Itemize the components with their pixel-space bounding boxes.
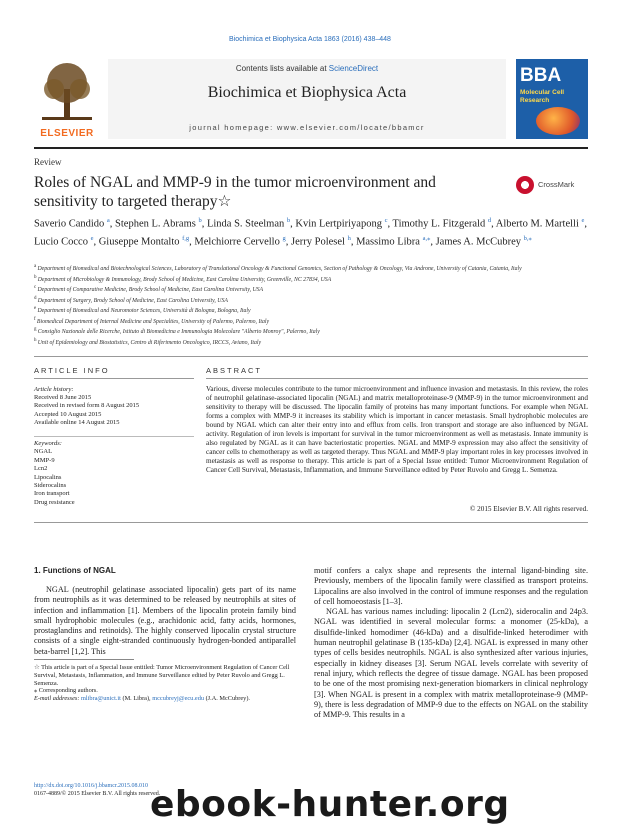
author-name[interactable]: Linda S. Steelman	[206, 218, 287, 230]
keyword: Lcn2	[34, 465, 48, 473]
journal-header	[34, 59, 588, 139]
article-type: Review	[34, 157, 62, 167]
affiliation-marker: g	[34, 327, 38, 333]
email-link[interactable]: mlibra@unict.it	[81, 695, 121, 703]
article-info-heading: ARTICLE INFO	[34, 366, 110, 375]
abstract-text: Various, diverse molecules contribute to the tumor microenvironment and influence invasion and metastasis. In this review, the roles of neutrophil gelatinase-associated lipocalin (NGAL) and matrix metalloproteinase-9 (MMP-9) in the tumor microenvironment and sensitivity to therapy will be discussed. The lipocalin family of proteins has many important functions. For example when NGAL forms a complex with MMP-9 it increases its stability which is important in cancer metastasis. Small hydrophobic molecules are bound by NGAL which can alter their entry into and efflux from cells. Iron transport and storage are also influenced by NGAL activity. Regulation of iron levels is important for survival in the tumor microenvironment as well as metastasis. Innate immunity is also regulated by NGAL as it can have bacteriostatic properties. NGAL and MMP-9 expression may also affect the sensitivity of cancer cells to chemotherapy as well as targeted therapy. Thus NGAL and MMP-9 play important roles in key processes involved in metastasis as well as response to therapy. This article is part of a Special Issue entitled: Tumor Microenvironment Regulation of Cancer Cell Survival, Metastasis, Inflammation, and Immune Surveillance edited by Peter Ruvolo and Gregg L. Semenza.	[206, 385, 588, 474]
affiliation-marker: f	[34, 316, 37, 322]
author-affiliation-marker[interactable]: g	[282, 234, 286, 242]
issn-line: 0167-4889/© 2015 Elsevier B.V. All rights reserved.	[34, 790, 161, 797]
body-right-column	[314, 566, 588, 720]
author-affiliation-marker[interactable]: c	[384, 217, 388, 224]
affiliation-text: Department of Surgery, Brody School of Medicine, East Carolina University, USA	[37, 297, 228, 304]
journal-homepage	[108, 123, 506, 132]
affiliation	[34, 284, 594, 295]
abstract-copyright: © 2015 Elsevier B.V. All rights reserved.	[469, 505, 588, 513]
author-affiliation-marker[interactable]: a	[106, 217, 110, 224]
author-name[interactable]: Alberto M. Martelli	[495, 218, 582, 230]
footnote-divider	[34, 659, 134, 660]
affiliation	[34, 274, 594, 285]
elsevier-logo[interactable]	[34, 59, 100, 139]
author-name[interactable]: Melchiorre Cervello	[194, 236, 283, 247]
affiliation-marker: b	[34, 274, 38, 280]
email-owner: (J.A. McCubrey).	[204, 695, 250, 703]
email-owner: (M. Libra),	[120, 695, 153, 703]
author-name[interactable]: Jerry Polesel	[290, 236, 348, 247]
cover-title: BBA	[520, 65, 562, 86]
author-name[interactable]: Kvin Lertpiriyapong	[295, 218, 385, 230]
cover-subtitle	[520, 89, 564, 104]
author-affiliation-marker[interactable]: h	[347, 234, 351, 242]
article-history	[34, 386, 194, 427]
history-item: Accepted 10 August 2015	[34, 410, 102, 418]
affiliation-text: Department of Microbiology & Immunology, Brody School of Medicine, East Carolina University, Greenville, NC 27834, USA	[37, 276, 332, 283]
history-item: Available online 14 August 2015	[34, 418, 120, 426]
affiliation	[34, 305, 594, 316]
keywords-label: Keywords:	[34, 440, 62, 447]
header-divider	[34, 147, 588, 149]
section-title: 1. Functions of NGAL	[34, 566, 116, 575]
divider	[34, 436, 194, 437]
homepage-prefix: journal homepage:	[189, 123, 277, 132]
author-affiliation-marker[interactable]: a,⁎	[422, 234, 431, 242]
affiliation	[34, 316, 594, 327]
author-name[interactable]: Stephen L. Abrams	[115, 218, 199, 230]
email-footnote	[34, 695, 296, 703]
divider	[206, 378, 588, 379]
affiliation-marker: a	[34, 264, 38, 269]
history-item: Received 8 June 2015	[34, 394, 92, 402]
affiliation	[34, 263, 594, 274]
sciencedirect-link[interactable]: ScienceDirect	[328, 64, 379, 73]
author-affiliation-marker[interactable]: b,⁎	[523, 234, 532, 242]
keyword: MMP-9	[34, 456, 55, 464]
author-name[interactable]: Massimo Libra	[356, 236, 423, 247]
affiliation-text: Unit of Epidemiology and Biostatistics, Centro di Riferimento Oncologico, IRCCS, Aviano, Italy	[37, 339, 262, 346]
body-paragraph: motif confers a calyx shape and represents the internal ligand-binding site. Previously, members of the lipocalin family were classified as transport proteins. Lipocalins are also involved in the control of immune responses and the regulation of cell homoeostasis [1–3].	[314, 566, 588, 606]
affiliation-marker: h	[34, 337, 38, 343]
affiliation-text: Department of Biomedical and Neuromotor Sciences, Università di Bologna, Bologna, Italy	[37, 307, 251, 314]
watermark: ebook-hunter.org	[150, 784, 510, 825]
cover-subtitle-line2: Research	[520, 96, 550, 104]
author-affiliation-marker[interactable]: b	[286, 217, 291, 224]
author-name[interactable]: Timothy L. Fitzgerald	[392, 218, 488, 230]
keyword: Lipocalins	[34, 473, 62, 481]
author-name[interactable]: James A. McCubrey	[435, 236, 524, 247]
publisher-name: ELSEVIER	[40, 128, 94, 139]
crossmark-label: CrossMark	[538, 180, 575, 189]
history-item: Received in revised form 8 August 2015	[34, 402, 140, 410]
journal-banner	[108, 59, 506, 139]
affiliation-marker: c	[34, 285, 38, 291]
cover-subtitle-line1: Molecular Cell	[520, 89, 565, 96]
keyword: Siderocalins	[34, 482, 67, 490]
author-affiliation-marker[interactable]: b	[198, 217, 202, 224]
corresponding-footnote: ⁎ Corresponding authors.	[34, 687, 98, 695]
affiliation-text: Department of Comparative Medicine, Brody School of Medicine, East Carolina University, USA	[37, 286, 264, 293]
homepage-link[interactable]: www.elsevier.com/locate/bbamcr	[276, 123, 425, 132]
affiliation	[34, 326, 594, 337]
affiliation	[34, 295, 594, 306]
contents-line	[108, 64, 506, 73]
article-title: Roles of NGAL and MMP-9 in the tumor microenvironment and sensitivity to targeted therapy☆	[34, 174, 436, 210]
crossmark-icon	[516, 176, 534, 194]
email-label: E-mail addresses:	[34, 695, 81, 703]
history-label: Article history:	[34, 386, 74, 393]
author-name[interactable]: Giuseppe Montalto	[98, 236, 183, 247]
author-affiliation-marker[interactable]: d	[487, 217, 492, 224]
author-affiliation-marker[interactable]: e	[90, 234, 94, 242]
cover-art	[536, 107, 580, 135]
keyword-list	[34, 440, 194, 507]
special-issue-footnote: ☆ This article is part of a Special Issue entitled: Tumor Microenvironment Regulation of Cancer Cell Survival, Metastasis, Inflammation, and Immune Surveillance edited by Peter Ruvolo and Gregg L. Semenza.	[34, 664, 290, 687]
journal-name: Biochimica et Biophysica Acta	[207, 84, 407, 101]
author-name[interactable]: Saverio Candido	[34, 218, 107, 230]
crossmark-badge[interactable]	[516, 176, 588, 196]
divider	[34, 522, 588, 523]
divider	[34, 378, 194, 379]
journal-cover-image[interactable]	[516, 59, 588, 139]
footnotes	[34, 664, 296, 703]
author-affiliation-marker[interactable]: e	[581, 217, 585, 224]
author-name[interactable]: Lucio Cocco	[34, 236, 91, 247]
contents-prefix: Contents lists available at	[235, 64, 329, 73]
journal-citation[interactable]: Biochimica et Biophysica Acta 1863 (2016) 438–448	[229, 36, 391, 43]
affiliation-list	[34, 263, 594, 347]
affiliation-marker: e	[34, 306, 38, 312]
affiliation-text: Consiglio Nazionale delle Ricerche, Istituto di Biomedicina e Immunologia Molecolare "Alberto Monroy", Palermo, Italy	[37, 329, 320, 336]
doi-link[interactable]: http://dx.doi.org/10.1016/j.bbamcr.2015.08.010	[34, 783, 149, 789]
email-link[interactable]: mccubreyj@ecu.edu	[152, 695, 204, 703]
affiliation	[34, 337, 594, 348]
divider	[34, 356, 588, 357]
abstract-heading: ABSTRACT	[206, 366, 263, 375]
affiliation-marker: d	[34, 295, 38, 301]
affiliation-text: Biomedical Department of Internal Medicine and Specialties, University of Palermo, Palermo, Italy	[36, 318, 270, 325]
elsevier-tree-icon	[34, 59, 100, 125]
author-affiliation-marker[interactable]: f,g	[182, 234, 190, 242]
affiliation-text: Department of Biomedical and Biotechnological Sciences, Laboratory of Translational Oncology & Functional Genomics, Section of Pathology & Oncology, Via Androne, University of Catania, Catania, Italy	[37, 265, 522, 272]
keyword: Iron transport	[34, 490, 70, 498]
author-list: Saverio Candido $^a$, Stephen L. Abrams $^b$, Linda S. Steelman $^b$, Kvin Lertpiriyapong $^c$, Timothy L. Fitzgerald $^d$, Alberto M. Martelli $^e$, Lucio Cocco $^e$, Giuseppe Montalto $^{f,g}$, Melchiorre Cervello $^g$, Jerry Polesel $^h$, Massimo Libra $^{a,⁎}$, James A. McCubrey $^{b,⁎}$	[34, 217, 587, 247]
keyword: NGAL	[34, 448, 53, 456]
body-paragraph: NGAL (neutrophil gelatinase associated lipocalin) gets part of its name from neutrophils as it was determined to be released by neutrophils at sites of infection and inflammation [1]. Members of the lipocalin protein family bind small hydrophobic molecules (e.g., arachidonic acid, fatty acids, hormones, prostaglandins and retinoids). The highly conserved lipocalin crystal structure consists of a single eight-stranded continuously hydrogen-bonded antiparallel beta-barrel [1,2]. This	[34, 585, 296, 656]
keyword: Drug resistance	[34, 498, 75, 506]
body-paragraph: NGAL has various names including: lipocalin 2 (Lcn2), siderocalin and 24p3. NGAL was identified in several molecular forms: a monomer (25-kDa), a disulfide-linked homodimer (46-kDa) and a disulfide-linked heterodimer with human neutrophil gelatinase B (135-kDa) [2,4]. NGAL is expressed in many other types of cells besides neutrophils. NGAL is also synthesized after various injuries, especially in kidney diseases [3]. Serum NGAL levels correlate with severity of renal injury, which reflects the degree of tissue damage. NGAL has been proposed to be one of the most promising next-generation biomarkers in clinical nephrology [3]. When NGAL is present in a complex with matrix metalloproteinase-9 (MMP-9), there is less degradation of MMP-9 due to the effects on NGAL on the stability of MMP-9. This results in a	[314, 607, 588, 720]
